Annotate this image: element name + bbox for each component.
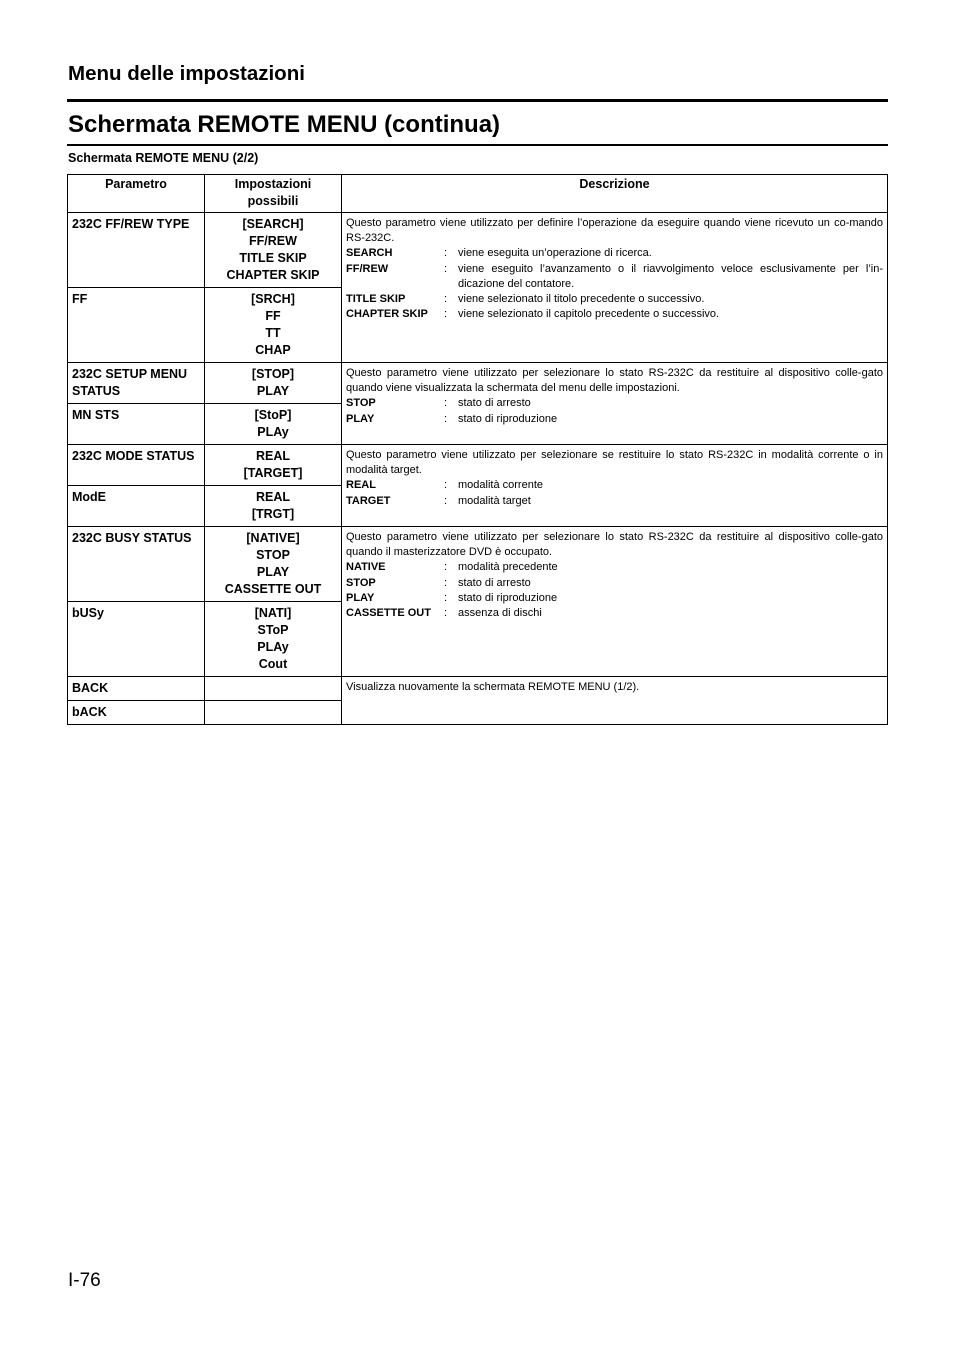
heading-rule — [67, 99, 888, 102]
table-row — [68, 677, 888, 701]
setting-value: [TARGET] — [243, 466, 303, 480]
definition-term: TARGET — [346, 494, 391, 507]
setting-value: FF — [265, 309, 281, 323]
definition-term: REAL — [346, 479, 376, 492]
definition-text: viene eseguita un’operazione di ricerca. — [458, 247, 652, 260]
param-cell: ModE — [68, 486, 205, 527]
setting-value: PLAy — [257, 425, 289, 439]
definition-item — [346, 560, 883, 575]
definition-item — [346, 576, 883, 591]
param-cell: MN STS — [68, 404, 205, 445]
table-row — [68, 363, 888, 404]
setting-value: TT — [265, 326, 281, 340]
setting-value: PLAy — [257, 640, 289, 654]
definition-item — [346, 307, 883, 322]
definition-text: stato di arresto — [458, 397, 531, 410]
param-cell: BACK — [68, 677, 205, 701]
definition-text: modalità target — [458, 494, 531, 507]
definition-colon: : — [444, 262, 448, 275]
definition-item — [346, 591, 883, 606]
definition-item — [346, 412, 883, 427]
section-title: Menu delle impostazioni — [68, 62, 305, 85]
definition-item — [346, 246, 883, 261]
page-number: I-76 — [68, 1270, 101, 1291]
settings-cell — [205, 404, 342, 445]
description-intro: Visualizza nuovamente la schermata REMOTE MENU (1/2). — [346, 681, 640, 693]
page-heading: Schermata REMOTE MENU (continua) — [68, 111, 501, 138]
definition-colon: : — [444, 607, 448, 620]
setting-value: STOP — [256, 548, 290, 562]
definition-text: viene eseguito l’avanzamento o il riavvolgimento veloce esclusivamente per l’in-dicazione del contatore. — [458, 262, 883, 290]
definition-colon: : — [444, 308, 448, 321]
definition-text: modalità corrente — [458, 479, 543, 492]
description-intro: Questo parametro viene utilizzato per selezionare lo stato RS-232C da restituire al dispositivo colle-gato quando il masterizzatore DVD è occupato. — [346, 531, 883, 559]
definition-item — [346, 494, 883, 509]
definition-colon: : — [444, 591, 448, 604]
setting-value: CHAP — [255, 343, 291, 357]
definition-term: SEARCH — [346, 247, 393, 260]
settings-cell — [205, 486, 342, 527]
param-cell: bACK — [68, 701, 205, 725]
definition-text: viene selezionato il titolo precedente o successivo. — [458, 293, 705, 306]
definition-item — [346, 396, 883, 411]
setting-value: CASSETTE OUT — [224, 582, 322, 596]
description-intro: Questo parametro viene utilizzato per selezionare se restituire lo stato RS-232C in modalità corrente o in modalità target. — [346, 449, 883, 477]
settings-cell — [205, 288, 342, 363]
definition-item — [346, 262, 883, 292]
header-parametro: Parametro — [68, 175, 205, 213]
description-cell — [342, 677, 888, 725]
description-cell — [342, 213, 888, 363]
definition-colon: : — [444, 247, 448, 260]
setting-value: SToP — [257, 623, 289, 637]
settings-table — [67, 174, 888, 725]
definition-item — [346, 606, 883, 621]
description-intro: Questo parametro viene utilizzato per selezionare lo stato RS-232C da restituire al dispositivo colle-gato quando viene visualizzata la schermata del menu delle impostazioni. — [346, 367, 883, 395]
table-header-row — [68, 175, 888, 213]
settings-cell — [205, 213, 342, 288]
settings-cell — [205, 677, 342, 701]
settings-cell — [205, 363, 342, 404]
setting-value: REAL — [255, 449, 291, 463]
table-body — [68, 213, 888, 725]
definition-colon: : — [444, 479, 448, 492]
definition-term: STOP — [346, 576, 376, 589]
setting-value: [StoP] — [254, 408, 292, 422]
definition-text: stato di riproduzione — [458, 591, 558, 604]
definition-term: STOP — [346, 397, 376, 410]
setting-value: PLAY — [256, 565, 290, 579]
definition-text: stato di riproduzione — [458, 412, 558, 425]
table-row — [68, 445, 888, 486]
setting-value: TITLE SKIP — [239, 251, 307, 265]
heading-underline — [67, 144, 888, 146]
definition-colon: : — [444, 494, 448, 507]
param-cell: 232C BUSY STATUS — [68, 527, 205, 602]
description-cell — [342, 445, 888, 527]
definition-term: CHAPTER SKIP — [346, 308, 428, 321]
definition-colon: : — [444, 397, 448, 410]
definition-text: stato di arresto — [458, 576, 531, 589]
setting-value: [NATI] — [254, 606, 292, 620]
param-cell: FF — [68, 288, 205, 363]
definition-colon: : — [444, 412, 448, 425]
table-caption: Schermata REMOTE MENU (2/2) — [68, 151, 259, 165]
header-descrizione: Descrizione — [342, 175, 888, 213]
settings-cell — [205, 602, 342, 677]
definition-colon: : — [444, 293, 448, 306]
definition-term: PLAY — [346, 412, 375, 425]
definition-item — [346, 292, 883, 307]
setting-value: [SEARCH] — [242, 217, 304, 231]
setting-value: CHAPTER SKIP — [226, 268, 320, 282]
description-cell — [342, 527, 888, 677]
setting-value: FF/REW — [249, 234, 297, 248]
settings-cell — [205, 701, 342, 725]
settings-cell — [205, 527, 342, 602]
param-cell: bUSy — [68, 602, 205, 677]
definition-term: PLAY — [346, 591, 375, 604]
table-row — [68, 213, 888, 288]
setting-value: [NATIVE] — [246, 531, 300, 545]
setting-value: PLAY — [256, 384, 290, 398]
definition-text: modalità precedente — [458, 561, 558, 574]
definition-term: TITLE SKIP — [346, 293, 406, 306]
definition-text: viene selezionato il capitolo precedente o successivo. — [458, 308, 720, 321]
definition-term: CASSETTE OUT — [346, 607, 431, 620]
setting-value: [TRGT] — [251, 507, 295, 521]
description-intro: Questo parametro viene utilizzato per definire l’operazione da eseguire quando viene ricevuto un co-mando RS-232C. — [346, 217, 883, 245]
definition-item — [346, 478, 883, 493]
settings-cell — [205, 445, 342, 486]
description-cell — [342, 363, 888, 445]
param-cell: 232C SETUP MENU STATUS — [68, 363, 205, 404]
definition-text: assenza di dischi — [458, 607, 542, 620]
definition-term: FF/REW — [346, 262, 389, 275]
setting-value: [STOP] — [251, 367, 295, 381]
setting-value: [SRCH] — [251, 292, 295, 306]
definition-colon: : — [444, 576, 448, 589]
definition-colon: : — [444, 561, 448, 574]
table-row — [68, 527, 888, 602]
setting-value: REAL — [255, 490, 291, 504]
param-cell: 232C FF/REW TYPE — [68, 213, 205, 288]
definition-term: NATIVE — [346, 561, 386, 574]
setting-value: Cout — [258, 657, 288, 671]
param-cell: 232C MODE STATUS — [68, 445, 205, 486]
header-impostazioni: Impostazioni possibili — [205, 175, 342, 213]
